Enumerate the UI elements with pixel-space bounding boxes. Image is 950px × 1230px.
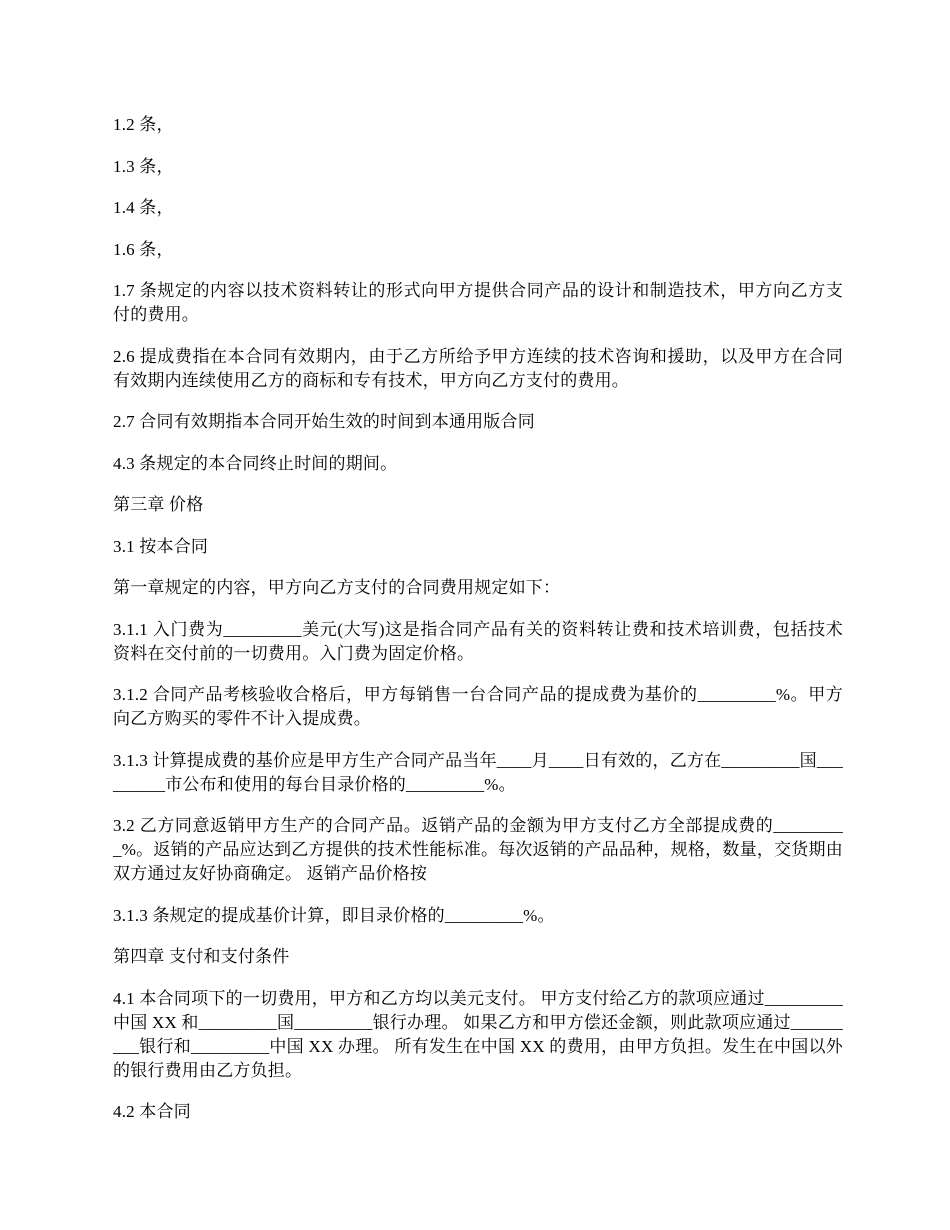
clause-1-6: 1.6 条，: [113, 239, 174, 259]
clause-1-4: 1.4 条，: [113, 198, 174, 217]
clause-3-2: 3.2 乙方同意返销甲方生产的合同产品。返销产品的金额为甲方支付乙方全部提成费的_________%。返销的产品应达到乙方提供的技术性能标准。每次返销的产品品种，规格，数量，交货期由双方通过友好协商确定。 返销产品价格按: [113, 816, 843, 883]
clause-3-1-3-ref: 3.1.3 条规定的提成基价计算，即目录价格的_________%。: [113, 905, 555, 925]
clause-4-2: 4.2 本合同: [113, 1102, 191, 1121]
document-page: [113, 113, 843, 1142]
clause-3-1: 3.1 按本合同: [113, 536, 209, 556]
clause-2-6: 2.6 提成费指在本合同有效期内，由于乙方所给予甲方连续的技术咨询和援助，以及甲方在合同有效期内连续使用乙方的商标和专有技术，甲方向乙方支付的费用。: [113, 346, 843, 390]
clause-3-1-1: 3.1.1 入门费为_________美元(大写)这是指合同产品有关的资料转让费和技术培训费，包括技术资料在交付前的一切费用。入门费为固定价格。: [113, 619, 843, 663]
chapter-3-heading: 第三章 价格: [113, 495, 204, 514]
chapter-4-heading: 第四章 支付和支付条件: [113, 947, 290, 966]
clause-2-7: 2.7 合同有效期指本合同开始生效的时间到本通用版合同: [113, 412, 535, 431]
clause-3-1-2: 3.1.2 合同产品考核验收合格后，甲方每销售一台合同产品的提成费为基价的_________%。甲方向乙方购买的零件不计入提成费。: [113, 685, 843, 728]
clause-1-7: 1.7 条规定的内容以技术资料转让的形式向甲方提供合同产品的设计和制造技术，甲方向乙方支付的费用。: [113, 281, 843, 324]
clause-4-1: 4.1 本合同项下的一切费用，甲方和乙方均以美元支付。 甲方支付给乙方的款项应通过_________中国 XX 和_________国_________银行办理。 如果乙方和甲方偿还金额，则此款项应通过_________银行和_________中国 XX 办理。 所有发生在中国 XX 的费用，由甲方负担。发生在中国以外的银行费用由乙方负担。: [113, 988, 843, 1080]
clause-3-1-continued: 第一章规定的内容，甲方向乙方支付的合同费用规定如下：: [113, 578, 561, 597]
clause-1-3: 1.3 条，: [113, 156, 174, 176]
clause-1-2: 1.2 条，: [113, 115, 174, 134]
clause-4-3-ref: 4.3 条规定的本合同终止时间的期间。: [113, 453, 398, 473]
clause-3-1-3: 3.1.3 计算提成费的基价应是甲方生产合同产品当年____月____日有效的，乙方在_________国_________市公布和使用的每台目录价格的_________%。: [113, 750, 843, 794]
